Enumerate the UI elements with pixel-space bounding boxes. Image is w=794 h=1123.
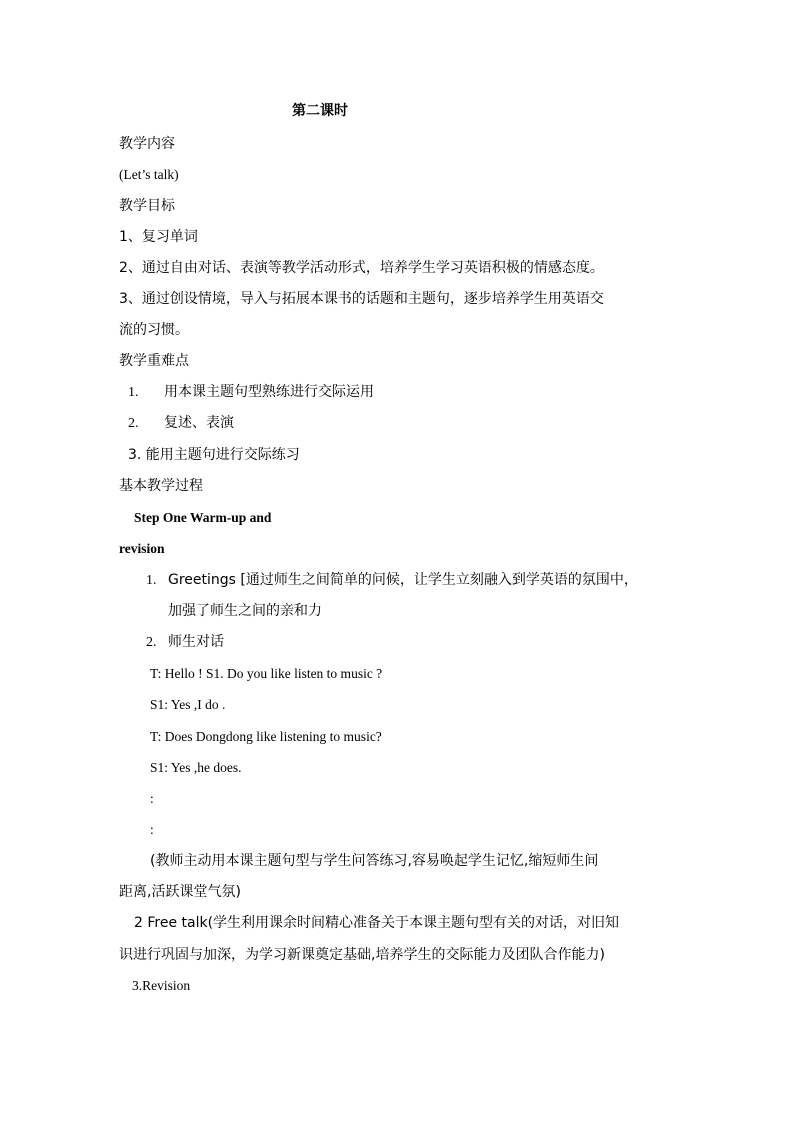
- process-item-1-number: 1.: [146, 573, 157, 588]
- ellipsis-colon-2: :: [150, 822, 154, 837]
- step-one-line2: revision: [119, 541, 165, 556]
- teacher-note-line1: (教师主动用本课主题句型与学生问答练习,容易唤起学生记忆,缩短师生间: [150, 853, 599, 869]
- ellipsis-colon-1: :: [150, 791, 154, 806]
- key-point-2-text: 复述、表演: [164, 415, 234, 431]
- process-item-1-continued: 加强了师生之间的亲和力: [168, 603, 322, 619]
- key-point-3: 3. 能用主题句进行交际练习: [128, 447, 300, 463]
- goal-3-line2: 流的习惯。: [119, 322, 189, 338]
- free-talk-line2: 识进行巩固与加深，为学习新课奠定基础,培养学生的交际能力及团队合作能力): [119, 947, 605, 963]
- goal-3-line1: 3、通过创设情境，导入与拓展本课书的话题和主题句，逐步培养学生用英语交: [119, 291, 604, 307]
- dialogue-line-4: S1: Yes ,he does.: [150, 760, 242, 775]
- goal-2: 2、通过自由对话、表演等教学活动形式，培养学生学习英语积极的情感态度。: [119, 260, 604, 276]
- heading-teaching-content: 教学内容: [119, 136, 175, 152]
- heading-teaching-goals: 教学目标: [119, 198, 175, 214]
- process-item-2-text: 师生对话: [168, 634, 224, 650]
- dialogue-line-2: S1: Yes ,I do .: [150, 697, 226, 712]
- step-one-line1: Step One Warm-up and: [134, 510, 272, 525]
- heading-key-points: 教学重难点: [119, 353, 189, 369]
- process-item-1-text: Greetings [通过师生之间简单的问候，让学生立刻融入到学英语的氛围中，: [168, 572, 638, 588]
- heading-teaching-process: 基本教学过程: [119, 478, 203, 494]
- key-point-2: [128, 413, 234, 434]
- teacher-note-line2: 距离,活跃课堂气氛): [119, 884, 241, 900]
- lets-talk-text: (Let’s talk): [119, 167, 179, 182]
- key-point-1: [128, 382, 374, 403]
- dialogue-line-1: T: Hello ! S1. Do you like listen to music ?: [150, 666, 383, 681]
- key-point-1-number: 1.: [128, 385, 139, 400]
- process-item-2-number: 2.: [146, 635, 157, 650]
- free-talk-line1: 2 Free talk(学生利用课余时间精心准备关于本课主题句型有关的对话，对旧知: [134, 915, 620, 931]
- goal-1: 1、复习单词: [119, 229, 198, 245]
- dialogue-line-3: T: Does Dongdong like listening to music?: [150, 729, 382, 744]
- page-title: 第二课时: [292, 103, 348, 119]
- process-item-2: [146, 632, 224, 653]
- key-point-2-number: 2.: [128, 416, 139, 431]
- process-item-1: [146, 570, 638, 591]
- revision-item: 3.Revision: [132, 978, 191, 993]
- key-point-1-text: 用本课主题句型熟练进行交际运用: [164, 384, 374, 400]
